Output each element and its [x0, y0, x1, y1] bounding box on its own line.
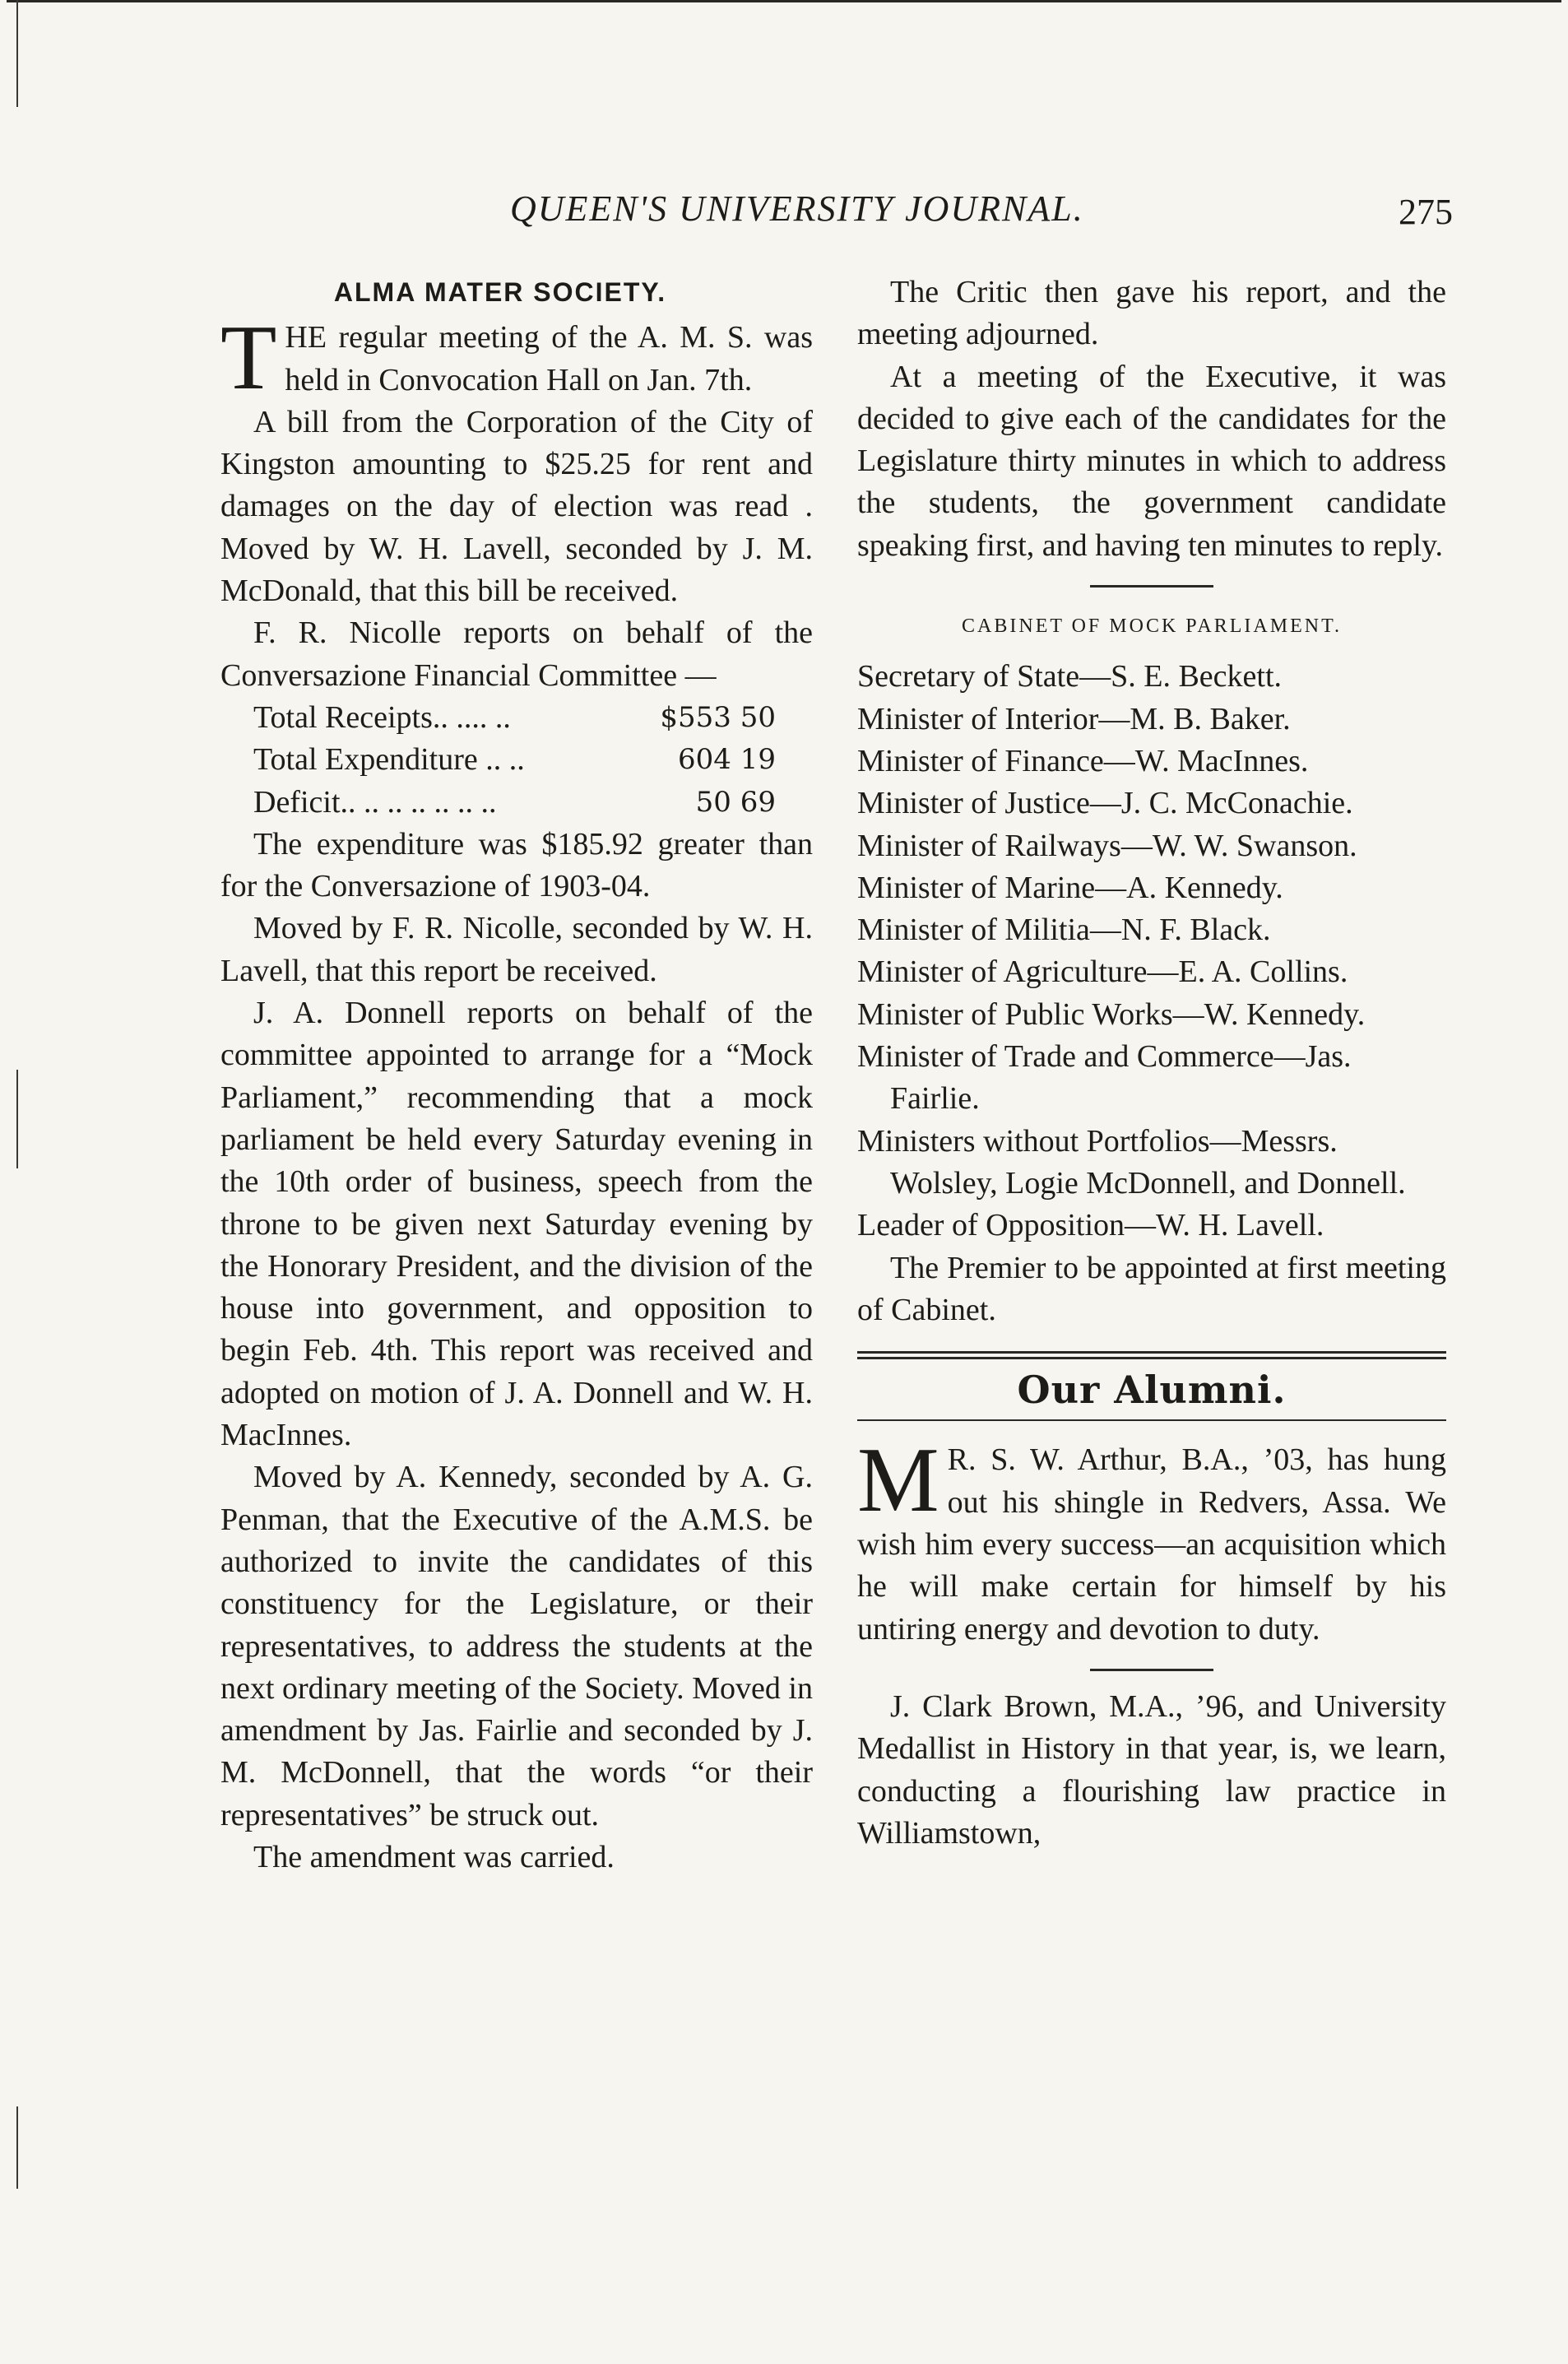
finance-row-deficit	[220, 782, 813, 824]
arthur-text: R. S. W. Arthur, B.A., ’03, has hung out his shingle in Redvers, Assa. We wish him every success—an acquisition which he will make certain for himself by his untiring energy and devotion to duty.	[857, 1442, 1446, 1646]
finance-label: Total Expenditure .. ..	[253, 742, 525, 778]
alma-mater-heading: ALMA MATER SOCIETY.	[333, 277, 667, 307]
executive-paragraph: At a meeting of the Executive, it was decided to give each of the candidates for the Legislature thirty minutes in which to address the students, the government candidate speaking first, and having ten minutes to reply.	[857, 359, 1446, 563]
binding-shadow-bottom	[16, 2106, 18, 2189]
mock-parliament-paragraph: J. A. Donnell reports on behalf of the committee appointed to arrange for a “Mock Parliament,” recommending that a mock parliament be held every Saturday evening in the 10th order of business, speech from the throne to be given next Saturday evening by the Honorary President, and the division of the house into government, and opposition to begin Feb. 4th. This report was received and adopted on motion of J. A. Donnell and W. H. MacInnes.	[220, 996, 813, 1453]
drop-cap-m: M	[857, 1429, 939, 1532]
finance-value: $553 50	[660, 700, 776, 734]
cabinet-item: Minister of Railways—W. W. Swanson.	[857, 828, 1357, 863]
alumni-divider	[1090, 1669, 1213, 1671]
cabinet-item: Minister of Interior—M. B. Baker.	[857, 701, 1291, 736]
finance-label: Total Receipts.. .... ..	[253, 699, 511, 735]
premier-paragraph: The Premier to be appointed at first meeting of Cabinet.	[857, 1250, 1446, 1327]
cabinet-item: Minister of Trade and Commerce—Jas. Fairlie.	[857, 1039, 1352, 1117]
brown-paragraph: J. Clark Brown, M.A., ’96, and University Medallist in History in that year, is, we learn, conducting a flourishing law practice in Williamstown,	[857, 1688, 1446, 1851]
motion-nicolle-paragraph: Moved by F. R. Nicolle, seconded by W. H. Lavell, that this report be received.	[220, 911, 813, 988]
page-header	[0, 188, 1568, 245]
cabinet-item: Minister of Marine—A. Kennedy.	[857, 870, 1283, 905]
cabinet-list	[857, 656, 1446, 1247]
cabinet-item: Leader of Opposition—W. H. Lavell.	[857, 1208, 1324, 1243]
finance-row-expenditure	[220, 739, 813, 781]
binding-shadow-top	[16, 0, 18, 107]
nicolle-report-paragraph: F. R. Nicolle reports on behalf of the Conversazione Financial Committee —	[220, 615, 813, 693]
section-divider	[1090, 585, 1213, 588]
journal-title: QUEEN'S UNIVERSITY JOURNAL.	[510, 188, 1084, 229]
page-number: 275	[1399, 192, 1453, 232]
cabinet-item: Minister of Justice—J. C. McConachie.	[857, 786, 1353, 821]
drop-cap-t: T	[220, 307, 277, 410]
expenditure-paragraph: The expenditure was $185.92 greater than for the Conversazione of 1903-04.	[220, 826, 813, 904]
cabinet-item: Minister of Finance—W. MacInnes.	[857, 743, 1309, 778]
cabinet-heading: CABINET OF MOCK PARLIAMENT.	[962, 615, 1342, 638]
amendment-paragraph: The amendment was carried.	[253, 1839, 615, 1874]
ams-meeting-paragraph	[220, 307, 813, 410]
left-column	[220, 272, 813, 1879]
cabinet-item: Minister of Agriculture—E. A. Collins.	[857, 954, 1348, 990]
finance-value: 50 69	[695, 785, 776, 819]
double-rule-divider	[857, 1351, 1446, 1359]
cabinet-item: Secretary of State—S. E. Beckett.	[857, 659, 1283, 694]
cabinet-item: Minister of Militia—N. F. Black.	[857, 913, 1271, 948]
finance-label: Deficit.. .. .. .. .. .. ..	[253, 784, 497, 820]
cabinet-item: Minister of Public Works—W. Kennedy.	[857, 996, 1366, 1032]
finance-value: 604 19	[678, 743, 776, 777]
kingston-bill-paragraph: A bill from the Corporation of the City of Kingston amounting to $25.25 for rent and damages on the day of election was read . Moved by W. H. Lavell, seconded by J. M. McDonald, that this bill be received.	[220, 404, 813, 609]
finance-table	[220, 697, 813, 824]
kennedy-motion-paragraph: Moved by A. Kennedy, seconded by A. G. Penman, that the Executive of the A.M.S. be authorized to invite the candidates of this constituency for the Legislature, or their representatives, to address the students at the next ordinary meeting of the Society. Moved in amendment by Jas. Fairlie and seconded by J. M. McDonnell, that the words “or their representatives” be struck out.	[220, 1460, 813, 1832]
alumni-rule	[857, 1419, 1446, 1421]
finance-row-receipts	[220, 697, 813, 739]
critic-paragraph: The Critic then gave his report, and the meeting adjourned.	[857, 275, 1446, 352]
ams-meeting-text: HE regular meeting of the A. M. S. was held in Convocation Hall on Jan. 7th.	[285, 320, 813, 397]
right-column	[857, 272, 1446, 1855]
cabinet-item: Ministers without Portfolios—Messrs. Wolsley, Logie McDonnell, and Donnell.	[857, 1123, 1406, 1201]
page-top-edge	[7, 0, 1561, 2]
binding-shadow-mid	[16, 1070, 18, 1168]
arthur-paragraph	[857, 1429, 1446, 1650]
alumni-heading: Our Alumni.	[1017, 1368, 1287, 1413]
